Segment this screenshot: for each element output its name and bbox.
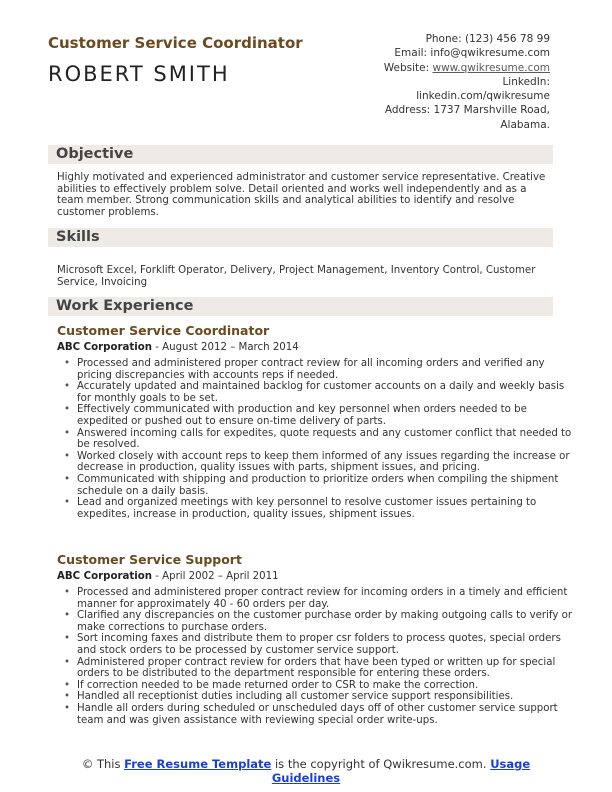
contact-block [384, 32, 550, 132]
job-title: Customer Service Support [57, 552, 242, 567]
free-resume-template-link[interactable]: Free Resume Template [124, 757, 272, 771]
job-bullet: • Lead and organized meetings with key personnel to resolve customer issues pertaining to expedites, increase in production, quality issues, shipment issues. [77, 497, 575, 520]
linkedin-label: LinkedIn: [502, 75, 550, 88]
job-bullet: • Worked closely with account reps to keep them informed of any issues regarding the increase or decrease in production, quality issues with parts, shipment issues, and pricing. [77, 451, 575, 474]
job-bullet: • Effectively communicated with production and key personnel when orders needed to be expedited or pushed out to ensure on-time delivery of parts. [77, 404, 575, 427]
objective-text: Highly motivated and experienced administrator and customer service representative. Creative abilities to effectively problem solve. Detail oriented and works well independently and as a team member. Strong communication skills and analytical abilities to identify and resolve customer problems. [57, 172, 546, 218]
objective-heading: Objective [56, 146, 134, 162]
address-line1: 1737 Marshville Road, [433, 104, 550, 117]
job-bullet: • Sort incoming faxes and distribute them to proper csr folders to process quotes, special orders and stock orders to be processed by customer service support. [77, 633, 575, 656]
job-company: ABC Corporation [57, 571, 152, 582]
job-bullet: • Clarified any discrepancies on the customer purchase order by making outgoing calls to verify or make corrections to purchase orders. [77, 610, 575, 633]
job-bullet-list [57, 358, 575, 520]
job-bullet: • Communicated with shipping and production to prioritize orders when compiling the shipment schedule on a daily basis. [77, 474, 575, 497]
job-bullet: • Handled all receptionist duties including all customer service support responsibilities. [77, 691, 575, 703]
work-heading: Work Experience [56, 298, 194, 314]
usage-link[interactable]: Usage [490, 757, 531, 771]
website-link[interactable]: www.qwikresume.com [432, 61, 550, 74]
linkedin-value: linkedin.com/qwikresume [416, 90, 550, 103]
job-bullet: • Processed and administered proper contract review for incoming orders in a timely and efficient manner for approximately 40 - 60 orders per day. [77, 587, 575, 610]
role-title: Customer Service Coordinator [48, 34, 303, 52]
address-label: Address: [384, 104, 431, 117]
job-dates: - April 2002 – April 2011 [151, 571, 279, 582]
job-bullet: • Handle all orders during scheduled or unscheduled days off of other customer service support team and was given assistance with reviewing special order write-ups. [77, 703, 575, 726]
job-bullet: • Processed and administered proper contract review for all incoming orders and verified any pricing discrepancies with accounts reps if needed. [77, 358, 575, 381]
job-bullet: • If correction needed to be made returned order to CSR to make the correction. [77, 680, 575, 692]
website-line [384, 61, 550, 75]
work-section-bar [48, 297, 553, 316]
phone-line [384, 32, 550, 46]
job-title: Customer Service Coordinator [57, 323, 270, 338]
address-line2: Alabama. [500, 118, 550, 131]
skills-text: Microsoft Excel, Forklift Operator, Delivery, Project Management, Inventory Control, Customer Service, Invoicing [57, 265, 536, 288]
email-value: info@qwikresume.com [430, 47, 550, 60]
job-bullet: • Answered incoming calls for expedites, quote requests and any customer conflict that needed to be resolved. [77, 428, 575, 451]
job-meta [57, 342, 299, 353]
phone-label: Phone: [425, 33, 462, 45]
footer-copyright: © This [81, 757, 121, 771]
email-label: Email: [394, 47, 428, 60]
footer-middle-text: is the copyright of Qwikresume.com. [274, 757, 487, 771]
job-bullet-list [57, 587, 575, 726]
job-bullet: • Accurately updated and maintained backlog for customer accounts on a daily and weekly basis for monthly goals to be set. [77, 381, 575, 404]
job-bullet: • Administered proper contract review for orders that have been typed or written up for special orders to be distributed to the department responsible for entering these orders. [77, 657, 575, 680]
guidelines-link[interactable]: Guidelines [271, 771, 341, 785]
objective-section-bar [48, 145, 553, 164]
skills-heading: Skills [56, 229, 100, 245]
job-dates: - August 2012 – March 2014 [151, 342, 299, 353]
job-company: ABC Corporation [57, 342, 152, 353]
job-meta [57, 571, 279, 582]
website-label: Website: [383, 61, 430, 74]
skills-section-bar [48, 228, 553, 247]
address-line [384, 103, 550, 117]
candidate-name: ROBERT SMITH [48, 62, 230, 86]
email-line [384, 46, 550, 60]
phone-value: (123) 456 78 99 [464, 33, 550, 45]
footer [0, 757, 612, 785]
